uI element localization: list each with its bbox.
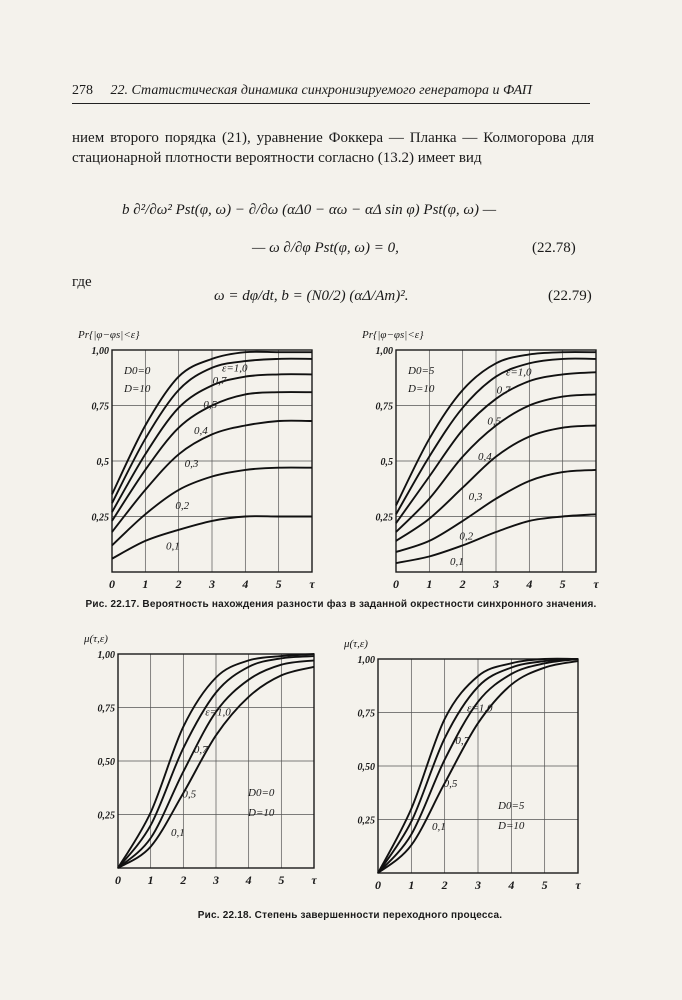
series-label: 0,3 xyxy=(468,490,483,503)
y-tick-label: 0,75 xyxy=(97,703,115,715)
parameter-label: D0=0 xyxy=(248,787,275,799)
x-tick-label: 4 xyxy=(526,577,533,591)
parameter-label: D=10 xyxy=(248,807,275,819)
y-tick-label: 1,00 xyxy=(91,346,109,357)
y-tick-label: 0,75 xyxy=(375,401,393,413)
equation-number-22-78: (22.78) xyxy=(532,240,576,256)
y-tick-label: 0,25 xyxy=(375,512,393,524)
y-axis-title: μ(τ,ε) xyxy=(84,633,108,645)
x-tick-label: 5 xyxy=(559,577,566,591)
series-label: 0,7 xyxy=(496,384,511,397)
series-label: 0,2 xyxy=(459,530,474,543)
x-tick-label: 4 xyxy=(242,577,249,591)
series-label: ε=1,0 xyxy=(222,362,248,375)
series-label: 0,1 xyxy=(432,821,446,834)
y-tick-label: 0,5 xyxy=(96,457,109,468)
x-tick-label: 3 xyxy=(209,577,215,591)
parameter-label: D0=5 xyxy=(498,800,525,812)
y-tick-label: 0,5 xyxy=(380,457,393,468)
series-label: ε=1,0 xyxy=(205,706,231,719)
chart-fig-22-17-left xyxy=(72,318,332,596)
x-tick-label: 3 xyxy=(213,873,219,887)
y-axis-title: Pr{|φ−φs|<ε} xyxy=(78,329,140,341)
parameter-label: D=10 xyxy=(124,383,151,395)
series-label: ε=1,0 xyxy=(467,702,493,715)
y-tick-label: 0,25 xyxy=(97,810,115,822)
y-tick-label: 1,00 xyxy=(357,655,375,666)
x-tick-label: 0 xyxy=(109,577,115,591)
y-tick-label: 1,00 xyxy=(97,650,115,661)
figure-22-17-caption: Рис. 22.17. Вероятность нахождения разности фаз в заданной окрестности синхронного значения. xyxy=(85,599,597,610)
series-label: 0,2 xyxy=(175,500,190,513)
y-tick-label: 0,50 xyxy=(97,757,115,768)
running-header xyxy=(72,83,532,99)
x-tick-label: 4 xyxy=(245,873,252,887)
chapter-title: 22. Статистическая динамика синхронизируемого генератора и ФАП xyxy=(110,83,532,98)
parameter-label: D=10 xyxy=(408,383,435,395)
x-tick-label: τ xyxy=(309,577,315,591)
y-tick-label: 0,25 xyxy=(91,512,109,524)
series-label: 0,7 xyxy=(212,374,227,387)
body-paragraph: нием второго порядка (21), уравнение Фоккера — Планка — Колмогорова для стационарной плотности вероятности согласно (13.2) имеет вид xyxy=(72,130,594,166)
x-tick-label: 3 xyxy=(493,577,499,591)
x-tick-label: 5 xyxy=(278,873,285,887)
series-label: 0,4 xyxy=(478,450,492,463)
x-tick-label: 2 xyxy=(180,873,187,887)
series-label: 0,1 xyxy=(166,540,180,553)
x-tick-label: 3 xyxy=(475,878,481,892)
x-tick-label: 5 xyxy=(275,577,282,591)
x-tick-label: 1 xyxy=(426,577,433,591)
figure-22-18-caption: Рис. 22.18. Степень завершенности переходного процесса. xyxy=(197,910,503,921)
x-tick-label: 2 xyxy=(175,577,182,591)
equation-22-78-line1: b ∂²/∂ω² Pst(φ, ω) − ∂/∂ω (αΔ0 − αω − αΔ sin φ) Pst(φ, ω) — xyxy=(122,202,497,218)
y-axis-title: μ(τ,ε) xyxy=(344,638,368,650)
parameter-label: D0=0 xyxy=(124,365,151,377)
series-label: 0,5 xyxy=(487,415,502,428)
x-tick-label: 1 xyxy=(142,577,149,591)
chart-fig-22-18-right xyxy=(340,637,600,905)
y-axis-title: Pr{|φ−φs|<ε} xyxy=(362,329,424,341)
y-tick-label: 0,50 xyxy=(357,762,375,773)
parameter-label: D0=5 xyxy=(408,365,435,377)
equation-22-79: ω = dφ/dt, b = (N0/2) (αΔ/Am)². xyxy=(214,288,409,304)
chart-fig-22-17-right xyxy=(360,318,620,596)
series-label: 0,7 xyxy=(193,744,208,757)
series-label: 0,1 xyxy=(171,826,185,839)
x-tick-label: τ xyxy=(575,878,581,892)
series-label: 0,5 xyxy=(443,777,458,790)
y-tick-label: 0,75 xyxy=(357,708,375,720)
where-label: где xyxy=(72,274,92,290)
series-label: 0,1 xyxy=(450,555,464,568)
x-tick-label: 0 xyxy=(115,873,121,887)
series-label: 0,5 xyxy=(203,398,218,411)
series-label: 0,7 xyxy=(455,734,470,747)
series-label: ε=1,0 xyxy=(506,366,532,379)
y-tick-label: 0,25 xyxy=(357,815,375,827)
series-label: 0,4 xyxy=(194,425,208,438)
page-number: 278 xyxy=(72,83,93,98)
series-label: 0,3 xyxy=(184,458,199,471)
x-tick-label: τ xyxy=(593,577,599,591)
x-tick-label: τ xyxy=(311,873,317,887)
x-tick-label: 5 xyxy=(541,878,548,892)
equation-number-22-79: (22.79) xyxy=(548,288,592,304)
equation-22-78-line2: — ω ∂/∂φ Pst(φ, ω) = 0, xyxy=(252,240,399,256)
x-tick-label: 0 xyxy=(393,577,399,591)
x-tick-label: 2 xyxy=(459,577,466,591)
parameter-label: D=10 xyxy=(498,820,525,832)
x-tick-label: 2 xyxy=(441,878,448,892)
y-tick-label: 0,75 xyxy=(91,401,109,413)
x-tick-label: 0 xyxy=(375,878,381,892)
chart-fig-22-18-left xyxy=(72,632,332,900)
x-tick-label: 1 xyxy=(147,873,154,887)
y-tick-label: 1,00 xyxy=(375,346,393,357)
x-tick-label: 4 xyxy=(508,878,515,892)
series-label: 0,5 xyxy=(182,788,197,801)
x-tick-label: 1 xyxy=(408,878,415,892)
header-rule xyxy=(72,103,590,104)
